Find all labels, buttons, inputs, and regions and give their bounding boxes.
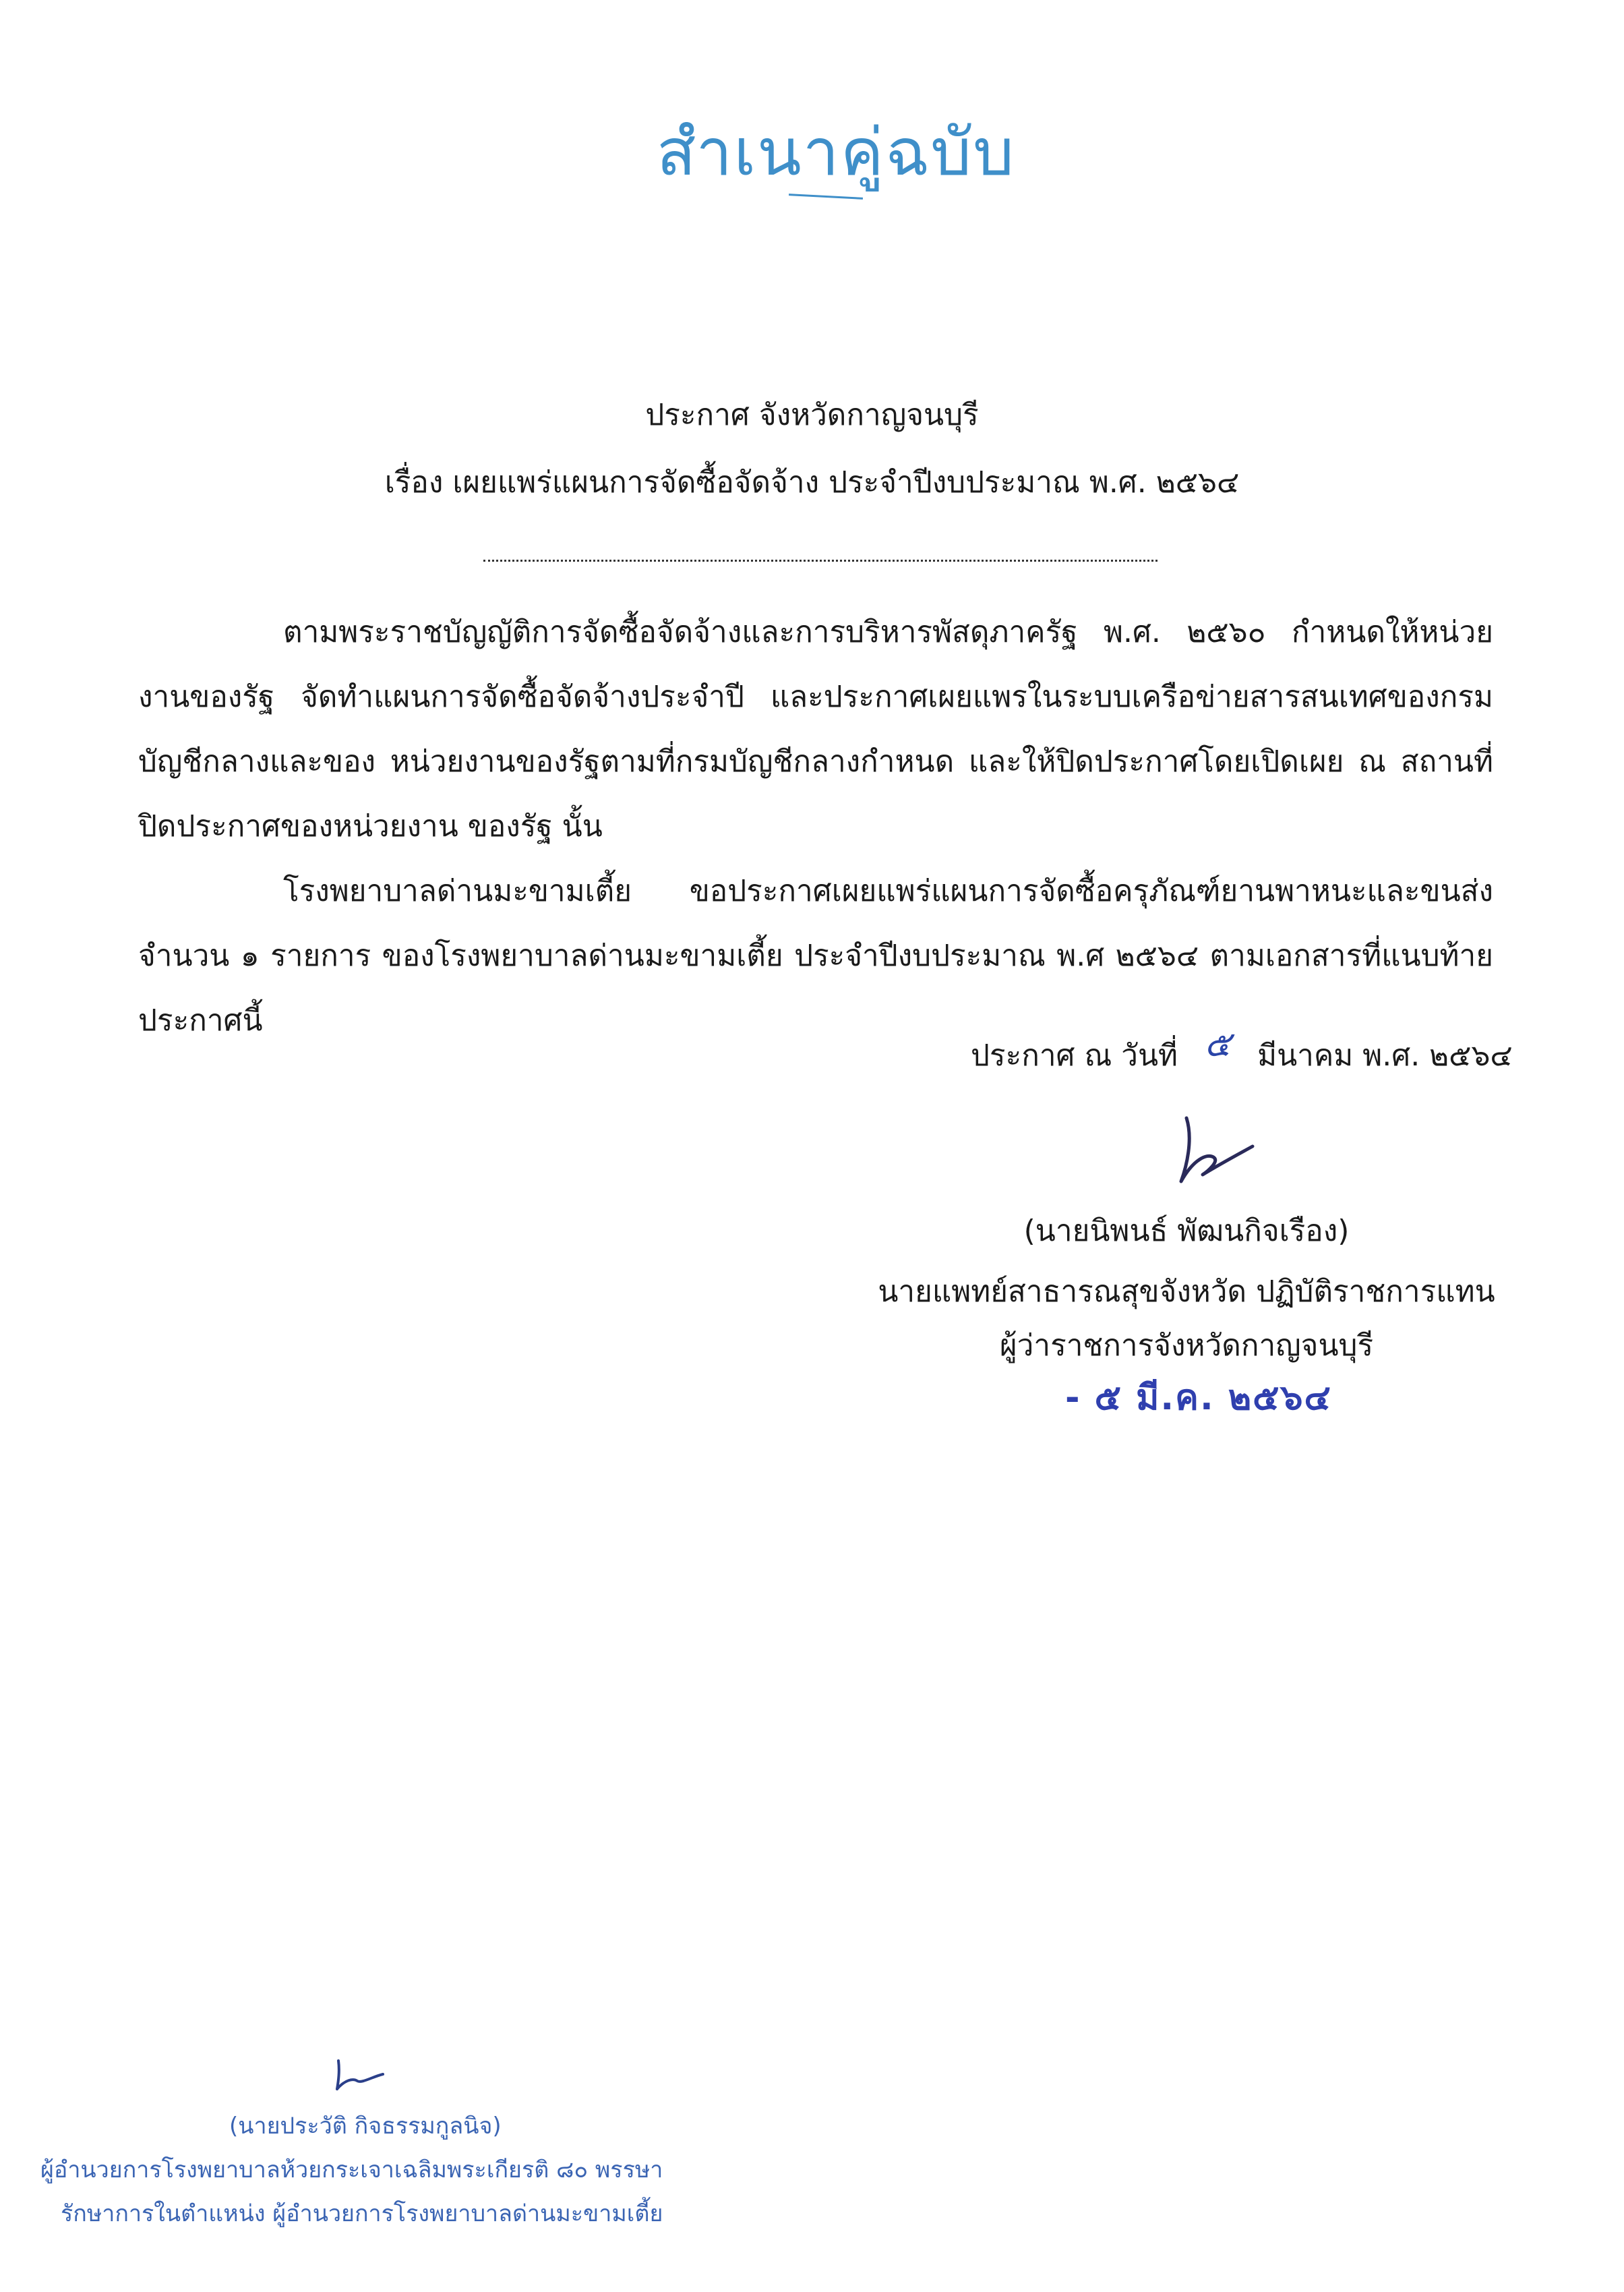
announcement-date-prefix: ประกาศ ณ วันที่ xyxy=(971,1038,1178,1073)
announcement-date-suffix: มีนาคม พ.ศ. ๒๕๖๔ xyxy=(1257,1038,1513,1073)
header-divider xyxy=(483,560,1157,562)
signature-mark xyxy=(1166,1106,1261,1194)
signed-date-stamp: - ๕ มี.ค. ๒๕๖๔ xyxy=(1065,1378,1332,1418)
certifier-position-2: รักษาการในตำแหน่ง ผู้อำนวยการโรงพยาบาลด่านมะขามเตี้ย xyxy=(61,2200,663,2227)
certifier-signature-mark xyxy=(330,2057,391,2097)
signatory-name: (นายนิพนธ์ พัฒนกิจเรือง) xyxy=(1023,1214,1350,1248)
copy-stamp-text: สำเนาคู่ฉบับ xyxy=(656,115,1016,190)
announcement-title: ประกาศ จังหวัดกาญจนบุรี xyxy=(645,398,979,432)
body-paragraph-2: โรงพยาบาลด่านมะขามเตี้ย ขอประกาศเผยแพร่แผนการจัดซื้อครุภัณฑ์ยานพาหนะและขนส่ง จำนวน ๑ รายการ ของโรงพยาบาลด่านมะขามเตี้ย ประจำปีงบประมาณ พ.ศ ๒๕๖๔ ตามเอกสารที่แนบท้ายประกาศนี้ xyxy=(138,874,1493,1038)
announcement-subject: เรื่อง เผยแพร่แผนการจัดซื้อจัดจ้าง ประจำปีงบประมาณ พ.ศ. ๒๕๖๔ xyxy=(384,465,1240,500)
body-text xyxy=(138,600,1493,1053)
announcement-date-day: ๕ xyxy=(1204,1024,1231,1065)
body-paragraph-1: ตามพระราชบัญญัติการจัดซื้อจัดจ้างและการบริหารพัสดุภาครัฐ พ.ศ. ๒๕๖๐ กำหนดให้หน่วยงานของรัฐ จัดทำแผนการจัดซื้อจัดจ้างประจำปี และประกาศเผยแพรในระบบเครือข่ายสารสนเทศของกรมบัญชีกลางและของ หน่วยงานของรัฐตามที่กรมบัญชีกลางกำหนด และให้ปิดประกาศโดยเปิดเผย ณ สถานที่ปิดประกาศของหน่วยงาน ของรัฐ นั้น xyxy=(138,615,1493,844)
signatory-position-2: ผู้ว่าราชการจังหวัดกาญจนบุรี xyxy=(999,1328,1374,1363)
signatory-position-1: นายแพทย์สาธารณสุขจังหวัด ปฏิบัติราชการแทน xyxy=(878,1274,1495,1309)
announcement-date xyxy=(971,1025,1513,1081)
certifier-position-1: ผู้อำนวยการโรงพยาบาลห้วยกระเจาเฉลิมพระเกียรติ ๘๐ พรรษา xyxy=(40,2156,663,2183)
certifier-name: (นายประวัติ กิจธรรมกูลนิจ) xyxy=(229,2113,502,2140)
